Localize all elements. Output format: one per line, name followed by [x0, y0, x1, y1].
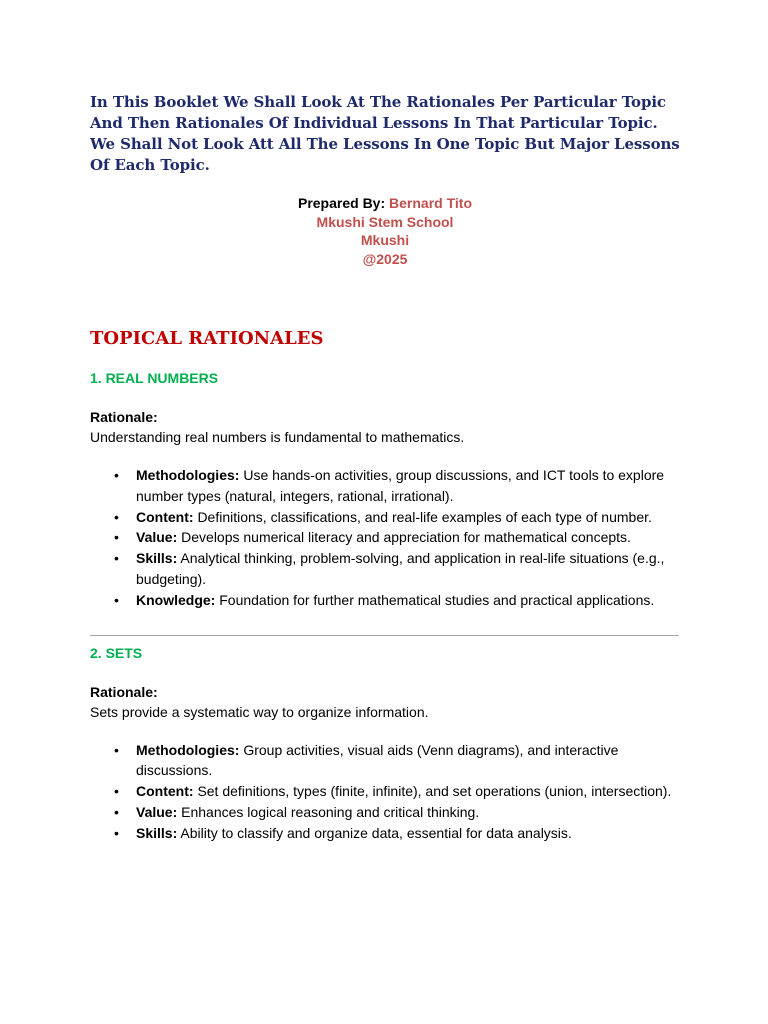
- section-title: 1. REAL NUMBERS: [90, 370, 219, 386]
- prepared-by-line: [90, 194, 680, 213]
- intro-paragraph: In This Booklet We Shall Look At The Rationales Per Particular Topic And Then Rationales Of Individual Lessons In That Particular Topic. We Shall Not Look Att All The Lessons In One Topic But Major Lessons Of Each Topic.: [90, 93, 680, 174]
- points-list: [90, 740, 680, 844]
- list-item: • Value: Enhances logical reasoning and critical thinking.: [114, 803, 480, 820]
- prepared-by-label: Prepared By:: [297, 195, 386, 211]
- section-title: 2. SETS: [90, 644, 143, 661]
- document-page: [90, 92, 680, 844]
- year-label: @2025: [362, 250, 408, 267]
- section-sets: [90, 644, 680, 844]
- section-real-numbers: [90, 369, 680, 611]
- rationale-text: Sets provide a systematic way to organize information.: [90, 703, 429, 720]
- rationale-label: Rationale:: [90, 409, 158, 425]
- list-item: • Skills: Ability to classify and organize data, essential for data analysis.: [114, 824, 572, 841]
- list-item: • Skills: Analytical thinking, problem-solving, and application in real-life situations (e.g., budgeting).: [114, 550, 665, 587]
- rationale-text: Understanding real numbers is fundamental to mathematics.: [90, 429, 465, 445]
- list-item: • Methodologies: Group activities, visual aids (Venn diagrams), and interactive discussions.: [114, 741, 619, 779]
- town-name: Mkushi: [360, 232, 410, 248]
- list-item: • Value: Develops numerical literacy and appreciation for mathematical concepts.: [114, 529, 631, 546]
- author-name: Bernard Tito: [389, 195, 473, 211]
- list-item: • Methodologies: Use hands-on activities, group discussions, and ICT tools to explore number types (natural, integers, rational, irrational).: [114, 467, 665, 504]
- points-list: [90, 465, 680, 611]
- school-name: Mkushi Stem School: [316, 213, 454, 230]
- section-divider: [90, 635, 679, 636]
- section-heading: TOPICAL RATIONALES: [90, 328, 324, 349]
- rationale-label: Rationale:: [90, 683, 158, 700]
- prepared-by-block: [90, 194, 680, 268]
- list-item: • Content: Definitions, classifications, and real-life examples of each type of number.: [114, 508, 652, 525]
- list-item: • Content: Set definitions, types (finite, infinite), and set operations (union, intersection).: [114, 783, 672, 800]
- list-item: • Knowledge: Foundation for further mathematical studies and practical applications.: [114, 591, 655, 608]
